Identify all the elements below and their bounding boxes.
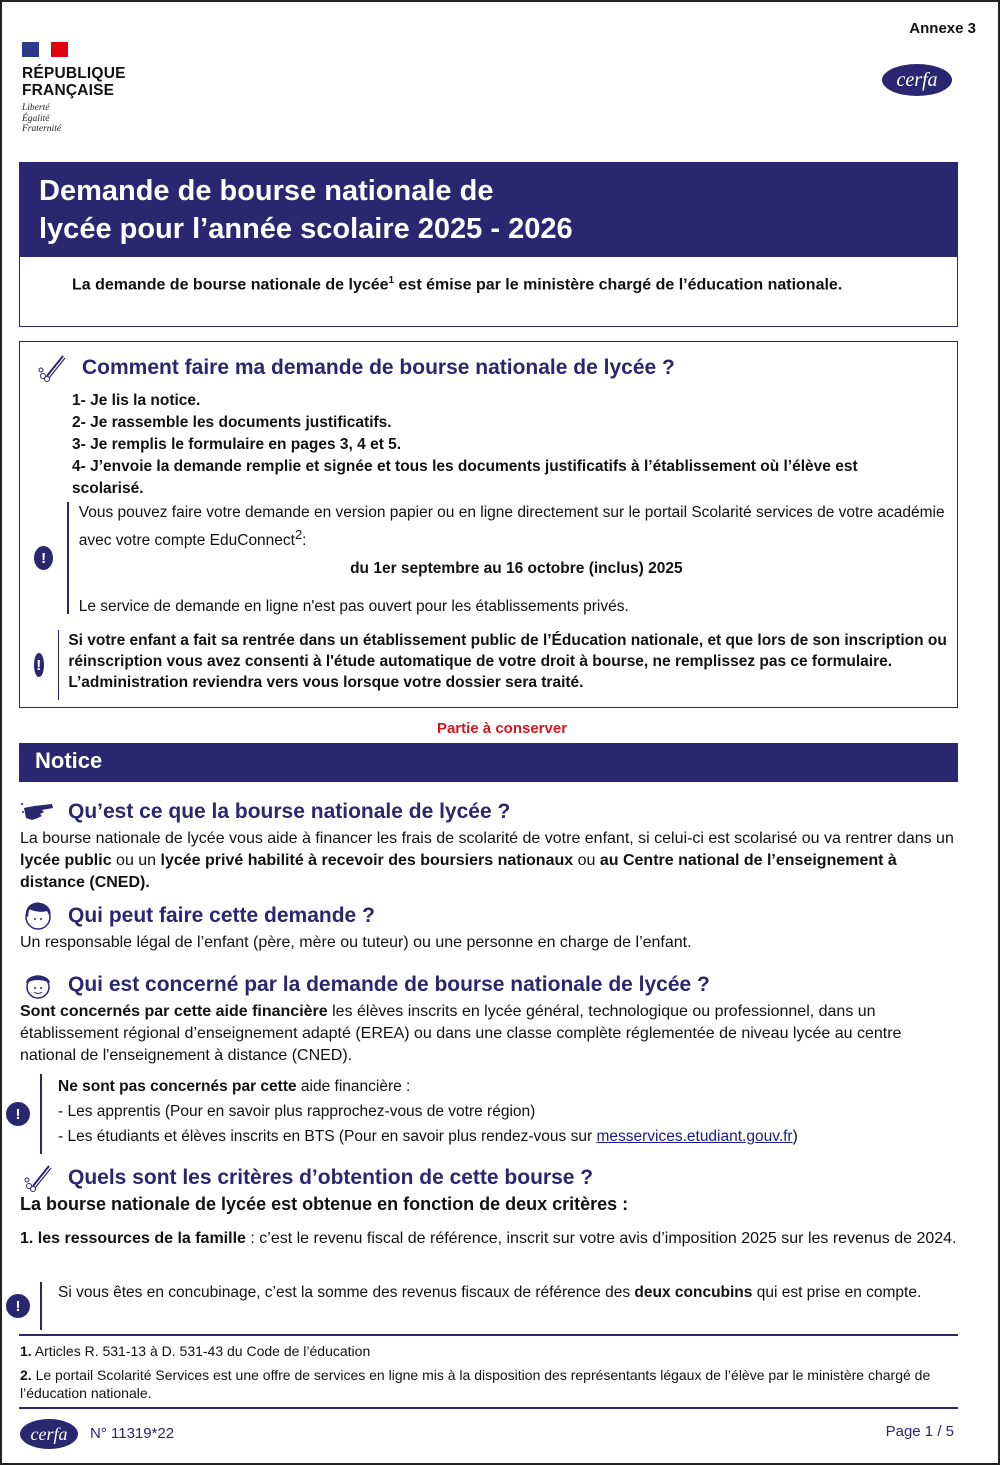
steps-list: [72, 390, 932, 500]
step-item: 1- Je lis la notice.: [72, 392, 201, 409]
cerfa-logo-footer: cerfa: [20, 1419, 78, 1449]
footnote-1: 1. Articles R. 531-13 à D. 531-43 du Code de l’éducation: [20, 1343, 371, 1359]
note-bar: [40, 1074, 42, 1154]
howto-box: [19, 341, 958, 708]
republic-motto: Liberté Égalité Fraternité: [22, 103, 62, 134]
howto-heading: Comment faire ma demande de bourse nationale de lycée ?: [34, 354, 675, 382]
section-who: Qui peut faire cette demande ? Un responsable légal de l’enfant (père, mère ou tuteur) ou une personne en charge de l’enfant.: [20, 904, 692, 951]
child-face-icon: [20, 902, 56, 930]
cerfa-logo: cerfa: [882, 64, 952, 96]
footnotes: [20, 1342, 985, 1408]
notice-banner: Notice: [19, 743, 958, 782]
pen-icon: [34, 354, 70, 382]
divider: [19, 1407, 958, 1409]
exclamation-icon: !: [34, 546, 53, 570]
note-bar: [40, 1282, 42, 1330]
section-what: Qu’est ce que la bourse nationale de lycée ? La bourse nationale de lycée vous aide à financer les frais de scolarité de votre enfant, si celui-ci est scolarisé ou va rentrer dans un lycée public ou un lycée privé habilité à recevoir des boursiers nationaux ou au Centre national de l’enseignement à distance (CNED).: [20, 800, 954, 891]
note-bar: [58, 630, 59, 700]
criterion-resources: 1. les ressources de la famille : c’est le revenu fiscal de référence, inscrit sur votre avis d’imposition 2025 sur les revenus de 2024.: [20, 1230, 957, 1247]
child-cap-icon: [20, 971, 56, 999]
step-item: 2- Je rassemble les documents justificatifs.: [72, 414, 392, 431]
section-concerned: Qui est concerné par la demande de bourse nationale de lycée ? Sont concernés par cette aide financière les élèves inscrits en lycée général, technologique ou professionnel, dans un établissement régional d’enseignement adapté (EREA) ou dans une classe complète réglementée de niveau lycée au centre national de l'enseignement à distance (CNED).: [20, 973, 902, 1064]
divider: [19, 1334, 958, 1336]
title-banner: [19, 162, 958, 257]
exclamation-icon: !: [6, 1294, 30, 1318]
automatic-study-note: ! Si votre enfant a fait sa rentrée dans un établissement public de l’Éducation nationale, et que lors de son inscription ou réinscription vous avez consenti à l'étude automatique de votre droit à bourse, ne remplissez pas ce formulaire. L’administration reviendra vers vous lorsque votre dossier sera traité.: [34, 630, 954, 700]
pen-icon: [20, 1164, 56, 1192]
step-item: 4- J’envoie la demande remplie et signée et tous les documents justificatifs à l’établissement où l’élève est scolarisé.: [72, 458, 858, 497]
french-flag-icon: [22, 42, 68, 57]
note-bar: [67, 502, 69, 614]
pointing-hand-icon: [20, 798, 56, 826]
section-criteria: Quels sont les critères d’obtention de cette bourse ? La bourse nationale de lycée est obtenue en fonction de deux critères : 1. les ressources de la famille : c’est le revenu fiscal de référence, inscrit sur votre avis d’imposition 2025 sur les revenus de 2024.: [20, 1164, 960, 1249]
title-subtitle: La demande de bourse nationale de lycée$^1$ est émise par le ministère chargé de l’éducation nationale.: [19, 257, 958, 327]
not-concerned-note: ! Ne sont pas concernés par cette aide financière : - Les apprentis (Pour en savoir plus rapprochez-vous de votre région) - Les étudiants et élèves inscrits en BTS (Pour en savoir plus rendez-vous sur messervices.etudiant.gouv.fr): [2, 1074, 942, 1154]
page-title: Demande de bourse nationale de lycée pour l’année scolaire 2025 - 2026: [39, 175, 573, 245]
exclamation-icon: !: [6, 1102, 30, 1126]
step-item: 3- Je remplis le formulaire en pages 3, 4 et 5.: [72, 436, 402, 453]
keep-part-label: Partie à conserver: [436, 720, 568, 737]
footnote-ref-2: 2: [294, 527, 303, 542]
online-request-note: ! Vous pouvez faire votre demande en version papier ou en ligne directement sur le portail Scolarité services de votre académie avec votre compte EduConnect$^2$: du 1er septembre au 16 octobre (inclus) 2025 Le service de demande en ligne n'est pas ouvert pour les établissements privés.: [34, 502, 954, 614]
footnote-ref-1: 1: [388, 275, 395, 286]
request-period: du 1er septembre au 16 octobre (inclus) 2025: [350, 560, 683, 578]
exclamation-icon: !: [34, 653, 44, 677]
annexe-label: Annexe 3: [909, 20, 976, 37]
republique-francaise-logo: [22, 42, 126, 135]
cerfa-number: N° 11319*22: [90, 1425, 175, 1442]
republic-name: RÉPUBLIQUE FRANÇAISE: [22, 65, 126, 99]
concubinage-note: ! Si vous êtes en concubinage, c’est la somme des revenus fiscaux de référence des deux concubins qui est prise en compte.: [2, 1282, 942, 1330]
page-number: Page 1 / 5: [885, 1423, 954, 1440]
messervices-link[interactable]: messervices.etudiant.gouv.fr: [596, 1128, 793, 1145]
footnote-2: 2. Le portail Scolarité Services est une offre de services en ligne mis à la disposition des représentants légaux de l’élève par le ministère chargé de l’éducation nationale.: [20, 1367, 931, 1401]
